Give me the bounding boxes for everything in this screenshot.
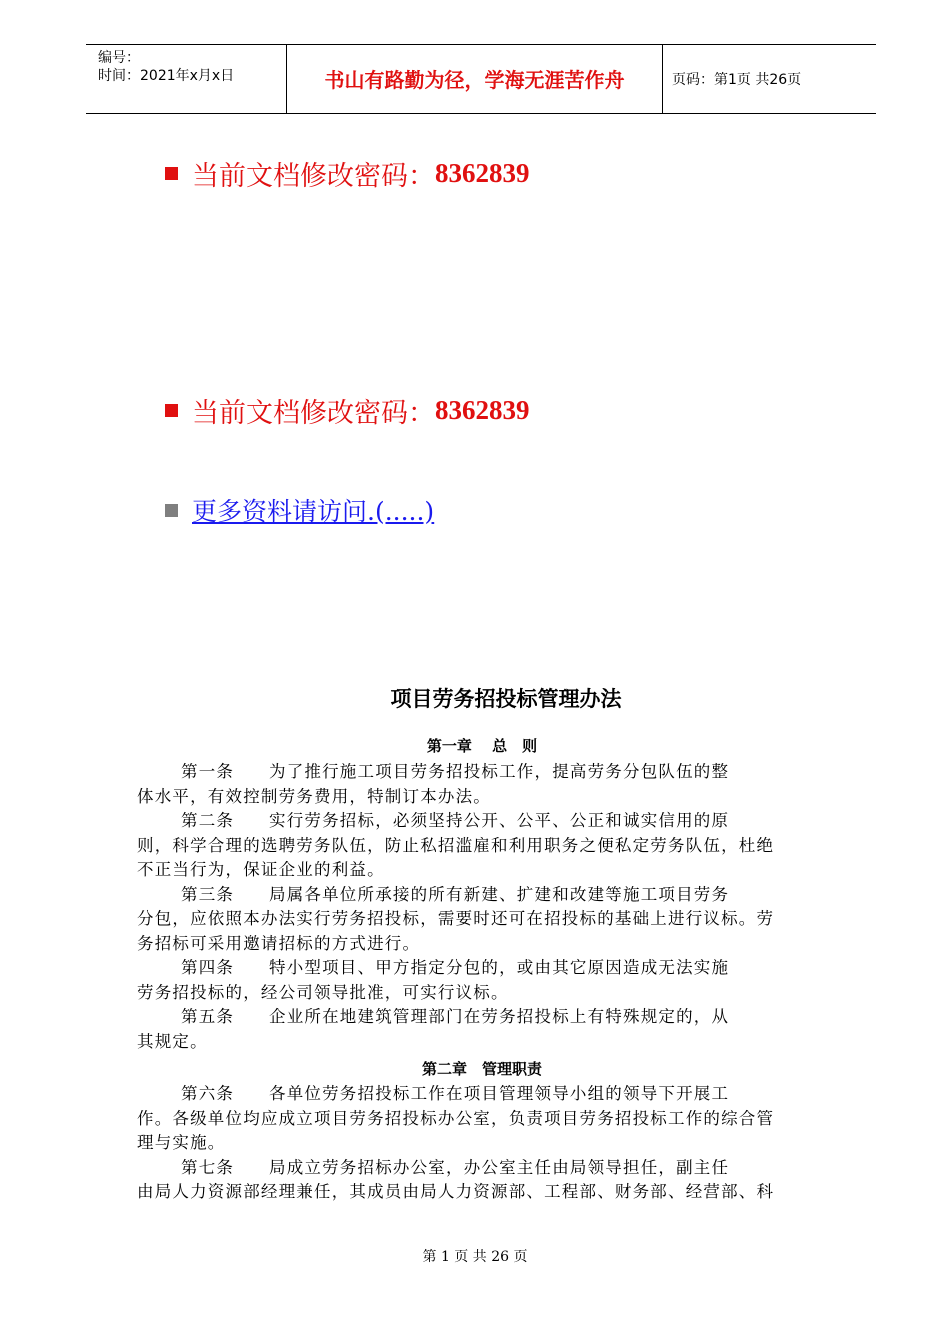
article-line: [137, 932, 827, 957]
article-text: 特小型项目、甲方指定分包的，或由其它原因造成无法实施: [269, 958, 730, 977]
article-line: [137, 760, 827, 785]
time-label: 时间：2021年x月x日: [98, 68, 235, 84]
article-text: 劳务招投标的，经公司领导批准，可实行议标。: [137, 982, 509, 1002]
article-text: 理与实施。: [137, 1133, 226, 1152]
article-text: 体水平，有效控制劳务费用，特制订本办法。: [137, 786, 491, 806]
article-line: [137, 1180, 827, 1205]
red-square-bullet-icon: [165, 167, 178, 180]
chapter2-articles: [137, 1082, 827, 1205]
chapter1-articles: [137, 760, 827, 1054]
article-line: [137, 907, 827, 932]
number-label: 编号：: [98, 50, 140, 66]
article-text: 局属各单位所承接的所有新建、扩建和改建等施工项目劳务: [269, 884, 730, 904]
article-label: 第六条: [181, 1084, 235, 1103]
article-line: [137, 981, 827, 1006]
more-resources-link[interactable]: 更多资料请访问.(.....): [192, 497, 435, 526]
article-line: [137, 883, 827, 908]
article-text: 由局人力资源部经理兼任，其成员由局人力资源部、工程部、财务部、经营部、科: [137, 1182, 775, 1201]
header-motto-cell: [286, 45, 663, 113]
article-text: 不正当行为，保证企业的利益。: [137, 860, 385, 879]
article-text: 务招标可采用邀请招标的方式进行。: [137, 933, 421, 953]
article-label: 第七条: [181, 1157, 235, 1177]
header-page-cell: [662, 45, 876, 113]
gray-square-bullet-icon: [165, 504, 178, 517]
password-code: 8362839: [435, 157, 530, 188]
article-line: [137, 1082, 827, 1107]
article-label: 第三条: [181, 884, 235, 904]
article-text: 其规定。: [137, 1031, 208, 1051]
red-square-bullet-icon: [165, 404, 178, 417]
article-text: 局成立劳务招标办公室，办公室主任由局领导担任，副主任: [269, 1157, 730, 1177]
article-line: [137, 1156, 827, 1181]
article-text: 为了推行施工项目劳务招投标工作，提高劳务分包队伍的整: [269, 762, 730, 781]
motto: 书山有路勤为径，学海无涯苦作舟: [324, 68, 625, 92]
header-meta-cell: [86, 45, 286, 113]
article-text: 分包，应依照本办法实行劳务招投标，需要时还可在招投标的基础上进行议标。劳: [137, 909, 775, 928]
password-code: 8362839: [435, 394, 530, 425]
chapter-heading: 第一章 总 则: [426, 737, 538, 755]
more-resources: [165, 493, 434, 527]
article-line: [137, 956, 827, 981]
article-text: 各单位劳务招投标工作在项目管理领导小组的领导下开展工: [269, 1084, 730, 1103]
article-line: [137, 809, 827, 834]
article-line: [137, 1107, 827, 1132]
article-line: [137, 834, 827, 859]
article-line: [137, 1005, 827, 1030]
article-text: 实行劳务招标，必须坚持公开、公平、公正和诚实信用的原: [269, 811, 730, 830]
article-line: [137, 858, 827, 883]
password-notice: [165, 156, 530, 190]
article-line: [137, 1030, 827, 1055]
article-text: 作。各级单位均应成立项目劳务招投标办公室，负责项目劳务招投标工作的综合管: [137, 1108, 775, 1128]
article-text: 企业所在地建筑管理部门在劳务招投标上有特殊规定的，从: [269, 1007, 730, 1026]
page-footer: 第 1 页 共 26 页: [422, 1249, 528, 1265]
article-label: 第一条: [181, 762, 235, 781]
article-line: [137, 1131, 827, 1156]
article-line: [137, 785, 827, 810]
password-label: 当前文档修改密码：: [192, 397, 435, 429]
document-title: 项目劳务招投标管理办法: [390, 687, 622, 711]
article-label: 第二条: [181, 811, 235, 830]
document-header: [86, 44, 876, 114]
article-label: 第五条: [181, 1007, 235, 1026]
chapter-heading: 第二章 管理职责: [421, 1060, 542, 1078]
password-notice: [165, 393, 530, 427]
password-label: 当前文档修改密码：: [192, 160, 435, 192]
page-info: 页码：第1页 共26页: [672, 72, 802, 88]
article-text: 则，科学合理的选聘劳务队伍，防止私招滥雇和利用职务之便私定劳务队伍，杜绝: [137, 835, 775, 855]
article-label: 第四条: [181, 958, 235, 977]
